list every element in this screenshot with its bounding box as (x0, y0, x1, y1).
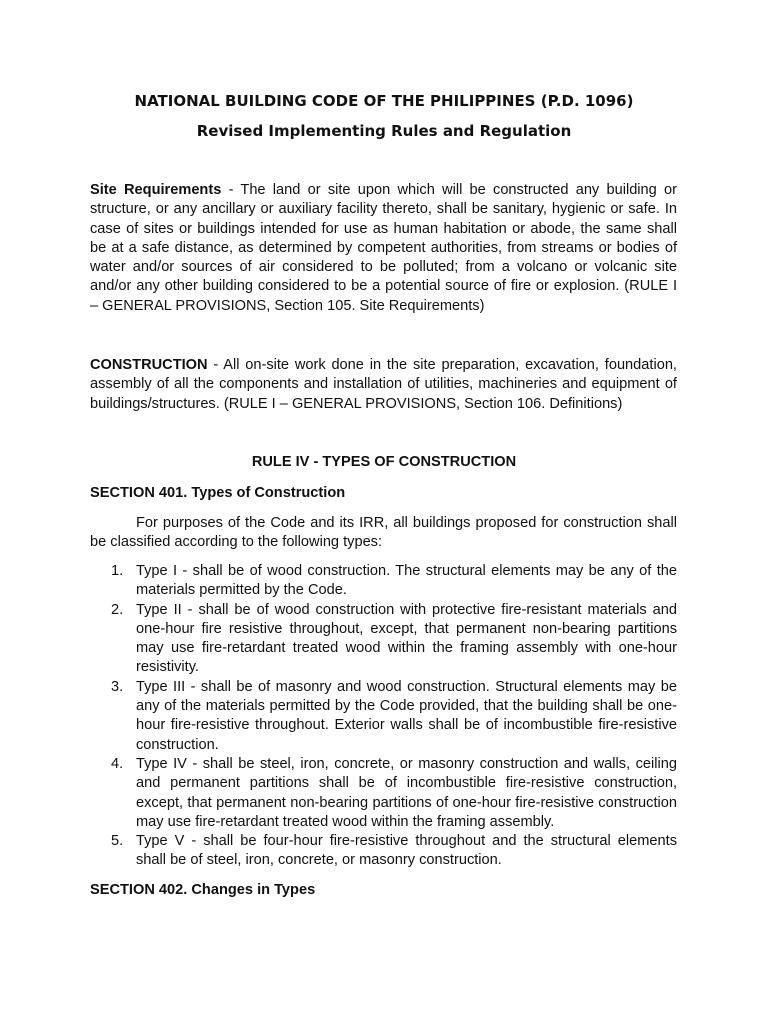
list-item-number: 2. (111, 601, 124, 618)
list-item-number: 1. (111, 563, 124, 579)
list-item-text: Type II - shall be of wood construction with protective fire-resistant materials and one-hour fire resistive throughout, except, that permanent non-bearing partitions may use fire-retardant treated wood within the framing assembly with one-hour resistivity. (136, 601, 677, 676)
construction-paragraph (90, 356, 677, 414)
site-requirements-term: Site Requirements (90, 182, 222, 198)
document-title: NATIONAL BUILDING CODE OF THE PHILIPPINES (P.D. 1096) (134, 92, 634, 110)
site-requirements-text: - The land or site upon which will be constructed any building or structure, or any ancillary or auxiliary facility thereto, shall be sanitary, hygienic or safe. In case of sites or buildings intended for use as human habitation or abode, the same shall be at a safe distance, as determined by competent authorities, from streams or bodies of water and/or sources of air considered to be polluted; from a volcano or volcanic site and/or any other building considered to be a potential source of fire or explosion. (RULE I – GENERAL PROVISIONS, Section 105. Site Requirements) (90, 182, 677, 314)
section-401-heading: SECTION 401. Types of Construction (90, 485, 346, 501)
list-item-number: 5. (111, 833, 124, 850)
construction-types-list (90, 562, 677, 871)
list-item (90, 755, 677, 832)
site-requirements-paragraph (90, 181, 677, 316)
list-item-number: 4. (111, 755, 124, 772)
list-item (90, 832, 677, 871)
list-item-text: Type IV - shall be steel, iron, concrete, or masonry construction and walls, ceiling and permanent partitions shall be of incombustible fire-resistive construction, except, that permanent non-bearing partitions of one-hour fire-resistive construction may use fire-retardant treated wood within the framing assembly. (136, 755, 677, 830)
list-item-text: Type III - shall be of masonry and wood construction. Structural elements may be any of the materials permitted by the Code provided, that the building shall be one-hour fire-resistive throughout. Exterior walls shall be of incombustible fire-resistive construction. (136, 678, 677, 753)
list-item-text: Type I - shall be of wood construction. The structural elements may be any of the materials permitted by the Code. (136, 563, 677, 599)
document-subtitle: Revised Implementing Rules and Regulation (196, 122, 572, 140)
section-401-intro: For purposes of the Code and its IRR, all buildings proposed for construction shall be classified according to the following types: (90, 515, 677, 551)
construction-term: CONSTRUCTION (90, 357, 208, 373)
list-item-text: Type V - shall be four-hour fire-resistive throughout and the structural elements shall be of steel, iron, concrete, or masonry construction. (136, 833, 677, 869)
list-item (90, 678, 677, 755)
construction-text: - All on-site work done in the site preparation, excavation, foundation, assembly of all the components and installation of utilities, machineries and equipment of buildings/structures. (RULE I – GENERAL PROVISIONS, Section 106. Definitions) (90, 357, 677, 412)
rule-iv-heading: RULE IV - TYPES OF CONSTRUCTION (251, 454, 517, 470)
list-item-number: 3. (111, 678, 124, 695)
list-item (90, 562, 677, 601)
list-item (90, 601, 677, 678)
section-402-heading: SECTION 402. Changes in Types (90, 882, 316, 898)
